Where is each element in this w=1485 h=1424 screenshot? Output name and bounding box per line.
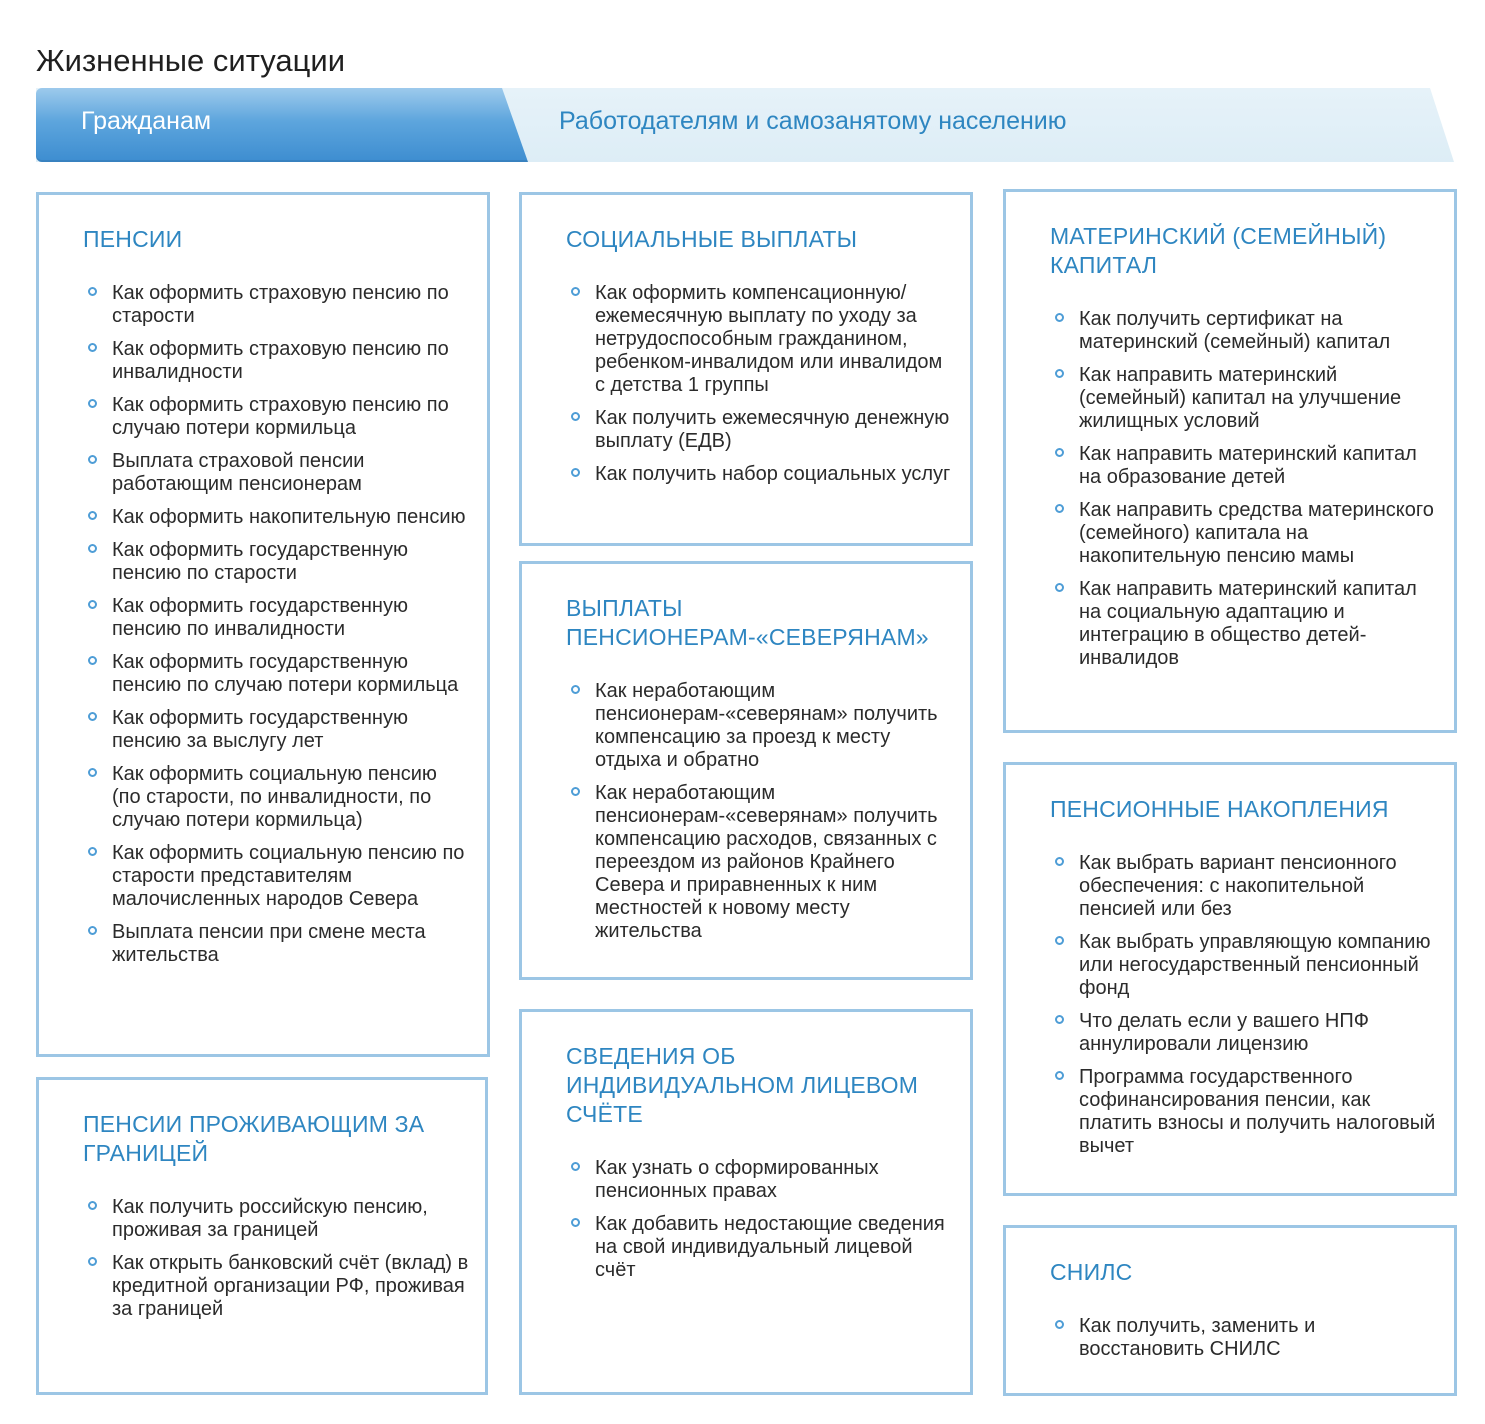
- list-item-link[interactable]: [83, 394, 471, 440]
- bullet-icon: [1055, 448, 1064, 457]
- list-item-label: Как оформить социальную пенсию по старости представителям малочисленных народов Севера: [112, 842, 465, 910]
- tab-employers[interactable]: Работодателям и самозанятому населению: [559, 107, 1067, 135]
- bullet-icon: [571, 1218, 580, 1227]
- list-item-link[interactable]: [83, 338, 471, 384]
- bullet-icon: [1055, 504, 1064, 513]
- bullet-icon: [88, 511, 97, 520]
- list-item-link[interactable]: [566, 407, 954, 453]
- list-item-label: Как направить материнский (семейный) капитал на улучшение жилищных условий: [1079, 364, 1402, 432]
- list-item-link[interactable]: [566, 680, 954, 772]
- list-item-label: Как оформить государственную пенсию по случаю потери кормильца: [112, 651, 459, 696]
- list-item-link[interactable]: [1050, 1010, 1438, 1056]
- list-item-label: Как оформить государственную пенсию по инвалидности: [112, 595, 408, 640]
- list-item-label: Как выбрать вариант пенсионного обеспечения: с накопительной пенсией или без: [1079, 852, 1397, 920]
- bullet-icon: [571, 287, 580, 296]
- card-title[interactable]: СВЕДЕНИЯ ОБ ИНДИВИДУАЛЬНОМ ЛИЦЕВОМ СЧЁТЕ: [566, 1043, 919, 1127]
- list-item-link[interactable]: [566, 782, 954, 943]
- link-list: [566, 1157, 954, 1282]
- card-title[interactable]: ПЕНСИИ: [83, 226, 183, 252]
- list-item-link[interactable]: [1050, 1315, 1438, 1361]
- card-title[interactable]: СОЦИАЛЬНЫЕ ВЫПЛАТЫ: [566, 226, 858, 252]
- list-item-label: Как получить российскую пенсию, проживая за границей: [112, 1196, 428, 1241]
- list-item-label: Как оформить накопительную пенсию: [112, 506, 466, 528]
- list-item-label: Как добавить недостающие сведения на свой индивидуальный лицевой счёт: [595, 1213, 945, 1281]
- list-item-link[interactable]: [83, 707, 471, 753]
- bullet-icon: [1055, 1015, 1064, 1024]
- list-item-label: Как неработающим пенсионерам-«северянам» получить компенсацию расходов, связанных с переездом из районов Крайнего Севера и приравненных к ним местностей к новому месту жительства: [595, 782, 938, 942]
- list-item-link[interactable]: [83, 921, 471, 967]
- list-item-link[interactable]: [83, 842, 471, 911]
- link-list: [1050, 852, 1438, 1158]
- list-item-link[interactable]: [83, 506, 471, 529]
- list-item-link[interactable]: [566, 1157, 954, 1203]
- list-item-link[interactable]: [83, 763, 471, 832]
- list-item-link[interactable]: [1050, 443, 1438, 489]
- list-item-link[interactable]: [1050, 308, 1438, 354]
- bullet-icon: [88, 287, 97, 296]
- bullet-icon: [1055, 583, 1064, 592]
- list-item-link[interactable]: [1050, 578, 1438, 670]
- link-list: [1050, 308, 1438, 670]
- card-title[interactable]: ПЕНСИОННЫЕ НАКОПЛЕНИЯ: [1050, 796, 1389, 822]
- list-item-label: Как направить материнский капитал на социальную адаптацию и интеграцию в общество детей-инвалидов: [1079, 578, 1417, 669]
- audience-tabs: [36, 88, 1454, 162]
- list-item-link[interactable]: [1050, 852, 1438, 921]
- list-item-label: Как оформить страховую пенсию по случаю потери кормильца: [112, 394, 449, 439]
- bullet-icon: [571, 468, 580, 477]
- list-item-label: Как оформить компенсационную/ ежемесячную выплату по уходу за нетрудоспособным гражданином, ребенком-инвалидом или инвалидом с детства 1 группы: [595, 282, 943, 396]
- bullet-icon: [88, 847, 97, 856]
- link-list: [83, 282, 471, 967]
- list-item-link[interactable]: [83, 1252, 469, 1321]
- list-item-link[interactable]: [1050, 931, 1438, 1000]
- bullet-icon: [1055, 1320, 1064, 1329]
- bullet-icon: [88, 455, 97, 464]
- list-item-label: Как оформить страховую пенсию по инвалидности: [112, 338, 449, 383]
- list-item-label: Выплата пенсии при смене места жительства: [112, 921, 426, 966]
- list-item-link[interactable]: [1050, 364, 1438, 433]
- tab-citizens[interactable]: Гражданам: [81, 107, 212, 135]
- link-list: [83, 1196, 469, 1321]
- list-item-link[interactable]: [566, 1213, 954, 1282]
- list-item-label: Программа государственного софинансирования пенсии, как платить взносы и получить налоговый вычет: [1079, 1066, 1436, 1157]
- bullet-icon: [1055, 1071, 1064, 1080]
- list-item-label: Как оформить страховую пенсию по старости: [112, 282, 449, 327]
- list-item-link[interactable]: [566, 282, 954, 397]
- card-title[interactable]: СНИЛС: [1050, 1259, 1133, 1285]
- card-social-payments: [519, 192, 973, 546]
- list-item-link[interactable]: [83, 651, 471, 697]
- card-snils: [1003, 1225, 1457, 1396]
- bullet-icon: [1055, 936, 1064, 945]
- list-item-link[interactable]: [1050, 499, 1438, 568]
- list-item-label: Как направить средства материнского (семейного) капитала на накопительную пенсию мамы: [1079, 499, 1434, 567]
- list-item-label: Как выбрать управляющую компанию или негосударственный пенсионный фонд: [1079, 931, 1431, 999]
- card-title[interactable]: ПЕНСИИ ПРОЖИВАЮЩИМ ЗА ГРАНИЦЕЙ: [83, 1111, 425, 1166]
- card-pensions-abroad: [36, 1077, 488, 1395]
- bullet-icon: [88, 399, 97, 408]
- bullet-icon: [1055, 313, 1064, 322]
- link-list: [566, 680, 954, 943]
- list-item-link[interactable]: [566, 463, 954, 486]
- bullet-icon: [571, 787, 580, 796]
- bullet-icon: [1055, 857, 1064, 866]
- list-item-label: Как неработающим пенсионерам-«северянам» получить компенсацию за проезд к месту отдыха и обратно: [595, 680, 938, 771]
- list-item-label: Как получить, заменить и восстановить СНИЛС: [1079, 1315, 1316, 1360]
- card-north-payments: [519, 561, 973, 980]
- list-item-link[interactable]: [1050, 1066, 1438, 1158]
- bullet-icon: [1055, 369, 1064, 378]
- card-pension-savings: [1003, 762, 1457, 1196]
- list-item-label: Как оформить государственную пенсию за выслугу лет: [112, 707, 408, 752]
- card-pensions: [36, 192, 490, 1057]
- list-item-link[interactable]: [83, 595, 471, 641]
- list-item-label: Как получить ежемесячную денежную выплату (ЕДВ): [595, 407, 950, 452]
- list-item-label: Как оформить государственную пенсию по старости: [112, 539, 408, 584]
- list-item-label: Как получить сертификат на материнский (семейный) капитал: [1079, 308, 1391, 353]
- list-item-link[interactable]: [83, 282, 471, 328]
- page-title: Жизненные ситуации: [36, 42, 346, 78]
- bullet-icon: [571, 1162, 580, 1171]
- bullet-icon: [88, 343, 97, 352]
- bullet-icon: [88, 544, 97, 553]
- list-item-label: Что делать если у вашего НПФ аннулировали лицензию: [1079, 1010, 1369, 1055]
- bullet-icon: [571, 685, 580, 694]
- card-title[interactable]: МАТЕРИНСКИЙ (СЕМЕЙНЫЙ) КАПИТАЛ: [1050, 223, 1387, 278]
- bullet-icon: [571, 412, 580, 421]
- list-item-link[interactable]: [83, 450, 471, 496]
- bullet-icon: [88, 1201, 97, 1210]
- list-item-label: Как открыть банковский счёт (вклад) в кредитной организации РФ, проживая за границей: [112, 1252, 469, 1320]
- list-item-label: Как получить набор социальных услуг: [595, 463, 951, 485]
- bullet-icon: [88, 768, 97, 777]
- list-item-link[interactable]: [83, 1196, 469, 1242]
- list-item-label: Как направить материнский капитал на образование детей: [1079, 443, 1417, 488]
- bullet-icon: [88, 712, 97, 721]
- card-title[interactable]: ВЫПЛАТЫ ПЕНСИОНЕРАМ-«СЕВЕРЯНАМ»: [566, 595, 929, 650]
- bullet-icon: [88, 600, 97, 609]
- list-item-label: Как оформить социальную пенсию (по старости, по инвалидности, по случаю потери кормильца): [112, 763, 437, 831]
- list-item-link[interactable]: [83, 539, 471, 585]
- list-item-label: Выплата страховой пенсии работающим пенсионерам: [112, 450, 365, 495]
- link-list: [1050, 1315, 1438, 1361]
- bullet-icon: [88, 656, 97, 665]
- list-item-label: Как узнать о сформированных пенсионных правах: [595, 1157, 879, 1202]
- card-maternity-capital: [1003, 189, 1457, 733]
- bullet-icon: [88, 1257, 97, 1266]
- bullet-icon: [88, 926, 97, 935]
- link-list: [566, 282, 954, 486]
- card-personal-account: [519, 1009, 973, 1395]
